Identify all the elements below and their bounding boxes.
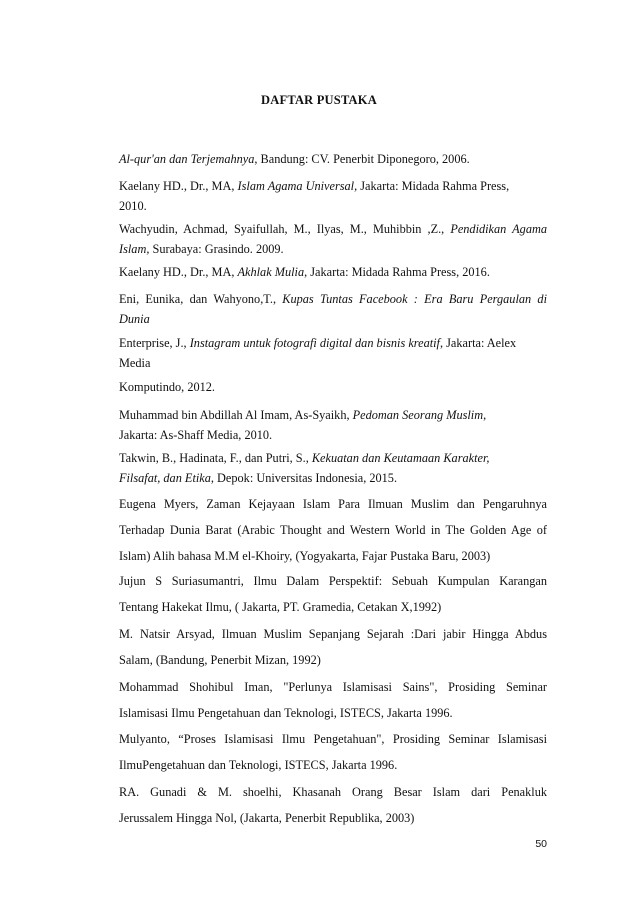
reference-title-text: Dunia — [119, 312, 150, 326]
reference-line — [119, 647, 547, 673]
reference-line — [119, 543, 547, 569]
reference-line — [119, 594, 547, 620]
reference-line — [119, 219, 547, 239]
reference-line — [119, 517, 547, 543]
reference-text: Eni, Eunika, dan Wahyono,T., — [119, 292, 283, 306]
reference-text: M. Natsir Arsyad, Ilmuan Muslim Sepanjang Sejarah :Dari jabir Hingga Abdus — [119, 627, 547, 641]
reference-title-text: Filsafat, dan Etika — [119, 471, 211, 485]
reference-text: Salam, (Bandung, Penerbit Mizan, 1992) — [119, 653, 321, 667]
reference-text: Mulyanto, “Proses Islamisasi Ilmu Pengetahuan", Prosiding Seminar Islamisasi — [119, 732, 547, 746]
reference-text: , Jakarta: Aelex — [439, 336, 517, 350]
reference-text: IlmuPengetahuan dan Teknologi, ISTECS, Jakarta 1996. — [119, 758, 398, 772]
reference-line — [119, 491, 547, 517]
reference-entry — [119, 149, 547, 169]
reference-text: Wachyudin, Achmad, Syaifullah, M., Ilyas, M., Muhibbin ,Z., — [119, 222, 451, 236]
reference-line — [119, 468, 547, 488]
reference-text: Muhammad bin Abdillah Al Imam, As-Syaikh, — [119, 408, 353, 422]
reference-entry — [119, 568, 547, 620]
reference-text: Komputindo, 2012. — [119, 380, 215, 394]
reference-title-text: Al-qur'an dan Terjemahnya — [119, 152, 255, 166]
reference-entry — [119, 621, 547, 673]
reference-line — [119, 239, 547, 259]
reference-line — [119, 448, 547, 468]
reference-text: 2010. — [119, 199, 147, 213]
reference-line — [119, 805, 547, 831]
reference-title-text: Kupas Tuntas Facebook : Era Baru Pergaulan di — [282, 292, 547, 306]
reference-entry — [119, 448, 547, 488]
reference-entry — [119, 377, 547, 397]
reference-text: Media — [119, 356, 151, 370]
reference-entry — [119, 289, 547, 329]
reference-entry — [119, 674, 547, 726]
reference-entry — [119, 262, 547, 282]
reference-text: Jujun S Suriasumantri, Ilmu Dalam Perspektif: Sebuah Kumpulan Karangan — [119, 574, 547, 588]
reference-entry — [119, 219, 547, 259]
reference-line — [119, 700, 547, 726]
reference-title-text: Pendidikan Agama — [450, 222, 547, 236]
reference-line — [119, 262, 547, 282]
reference-text: Takwin, B., Hadinata, F., dan Putri, S., — [119, 451, 312, 465]
reference-line — [119, 405, 547, 425]
reference-text: Eugena Myers, Zaman Kejayaan Islam Para Ilmuan Muslim dan Pengaruhnya — [119, 497, 547, 511]
reference-text: Jakarta: As-Shaff Media, 2010. — [119, 428, 273, 442]
reference-line — [119, 377, 547, 397]
reference-entry — [119, 491, 547, 569]
reference-text: , Jakarta: Midada Rahma Press, 2016. — [304, 265, 490, 279]
reference-text: Kaelany HD., Dr., MA, — [119, 179, 238, 193]
reference-line — [119, 309, 547, 329]
reference-line — [119, 568, 547, 594]
page-number: 50 — [535, 838, 547, 850]
reference-text: Jakarta: Midada Rahma Press, — [357, 179, 510, 193]
reference-text: Kaelany HD., Dr., MA, — [119, 265, 238, 279]
reference-line — [119, 779, 547, 805]
reference-line — [119, 353, 547, 373]
reference-text: Tentang Hakekat Ilmu, ( Jakarta, PT. Gramedia, Cetakan X,1992) — [119, 600, 442, 614]
reference-text: Mohammad Shohibul Iman, "Perlunya Islamisasi Sains", Prosiding Seminar — [119, 680, 547, 694]
reference-text: , Bandung: CV. Penerbit Diponegoro, 2006. — [254, 152, 470, 166]
reference-text: Terhadap Dunia Barat (Arabic Thought and Western World in The Golden Age of — [119, 523, 547, 537]
reference-line — [119, 674, 547, 700]
reference-entry — [119, 333, 547, 373]
reference-text: Islamisasi Ilmu Pengetahuan dan Teknologi, ISTECS, Jakarta 1996. — [119, 706, 453, 720]
reference-text: Islam) Alih bahasa M.M el-Khoiry, (Yogyakarta, Fajar Pustaka Baru, 2003) — [119, 549, 491, 563]
reference-line — [119, 149, 547, 169]
reference-title-text: Pedoman Seorang Muslim — [352, 408, 484, 422]
reference-text: Jerussalem Hingga Nol, (Jakarta, Penerbit Republika, 2003) — [119, 811, 415, 825]
reference-entry — [119, 176, 547, 216]
page-title: DAFTAR PUSTAKA — [261, 93, 377, 107]
reference-title-text: Islam Agama Universal, — [237, 179, 358, 193]
reference-text: RA. Gunadi & M. shoelhi, Khasanah Orang Besar Islam dari Penakluk — [119, 785, 547, 799]
reference-text: , Depok: Universitas Indonesia, 2015. — [210, 471, 398, 485]
reference-text: , — [483, 408, 487, 422]
reference-title-text: Islam, — [119, 242, 150, 256]
reference-title-text: Instagram untuk fotografi digital dan bisnis kreatif — [189, 336, 440, 350]
reference-line — [119, 425, 547, 445]
reference-title-text: Kekuatan dan Keutamaan Karakter, — [311, 451, 490, 465]
reference-line — [119, 196, 547, 216]
reference-line — [119, 621, 547, 647]
reference-line — [119, 752, 547, 778]
reference-text: Surabaya: Grasindo. 2009. — [149, 242, 284, 256]
reference-title-text: Akhlak Mulia — [237, 265, 305, 279]
reference-entry — [119, 405, 547, 445]
reference-line — [119, 726, 547, 752]
reference-line — [119, 289, 547, 309]
reference-line — [119, 176, 547, 196]
reference-entry — [119, 726, 547, 778]
reference-line — [119, 333, 547, 353]
reference-text: Enterprise, J., — [119, 336, 190, 350]
reference-entry — [119, 779, 547, 831]
